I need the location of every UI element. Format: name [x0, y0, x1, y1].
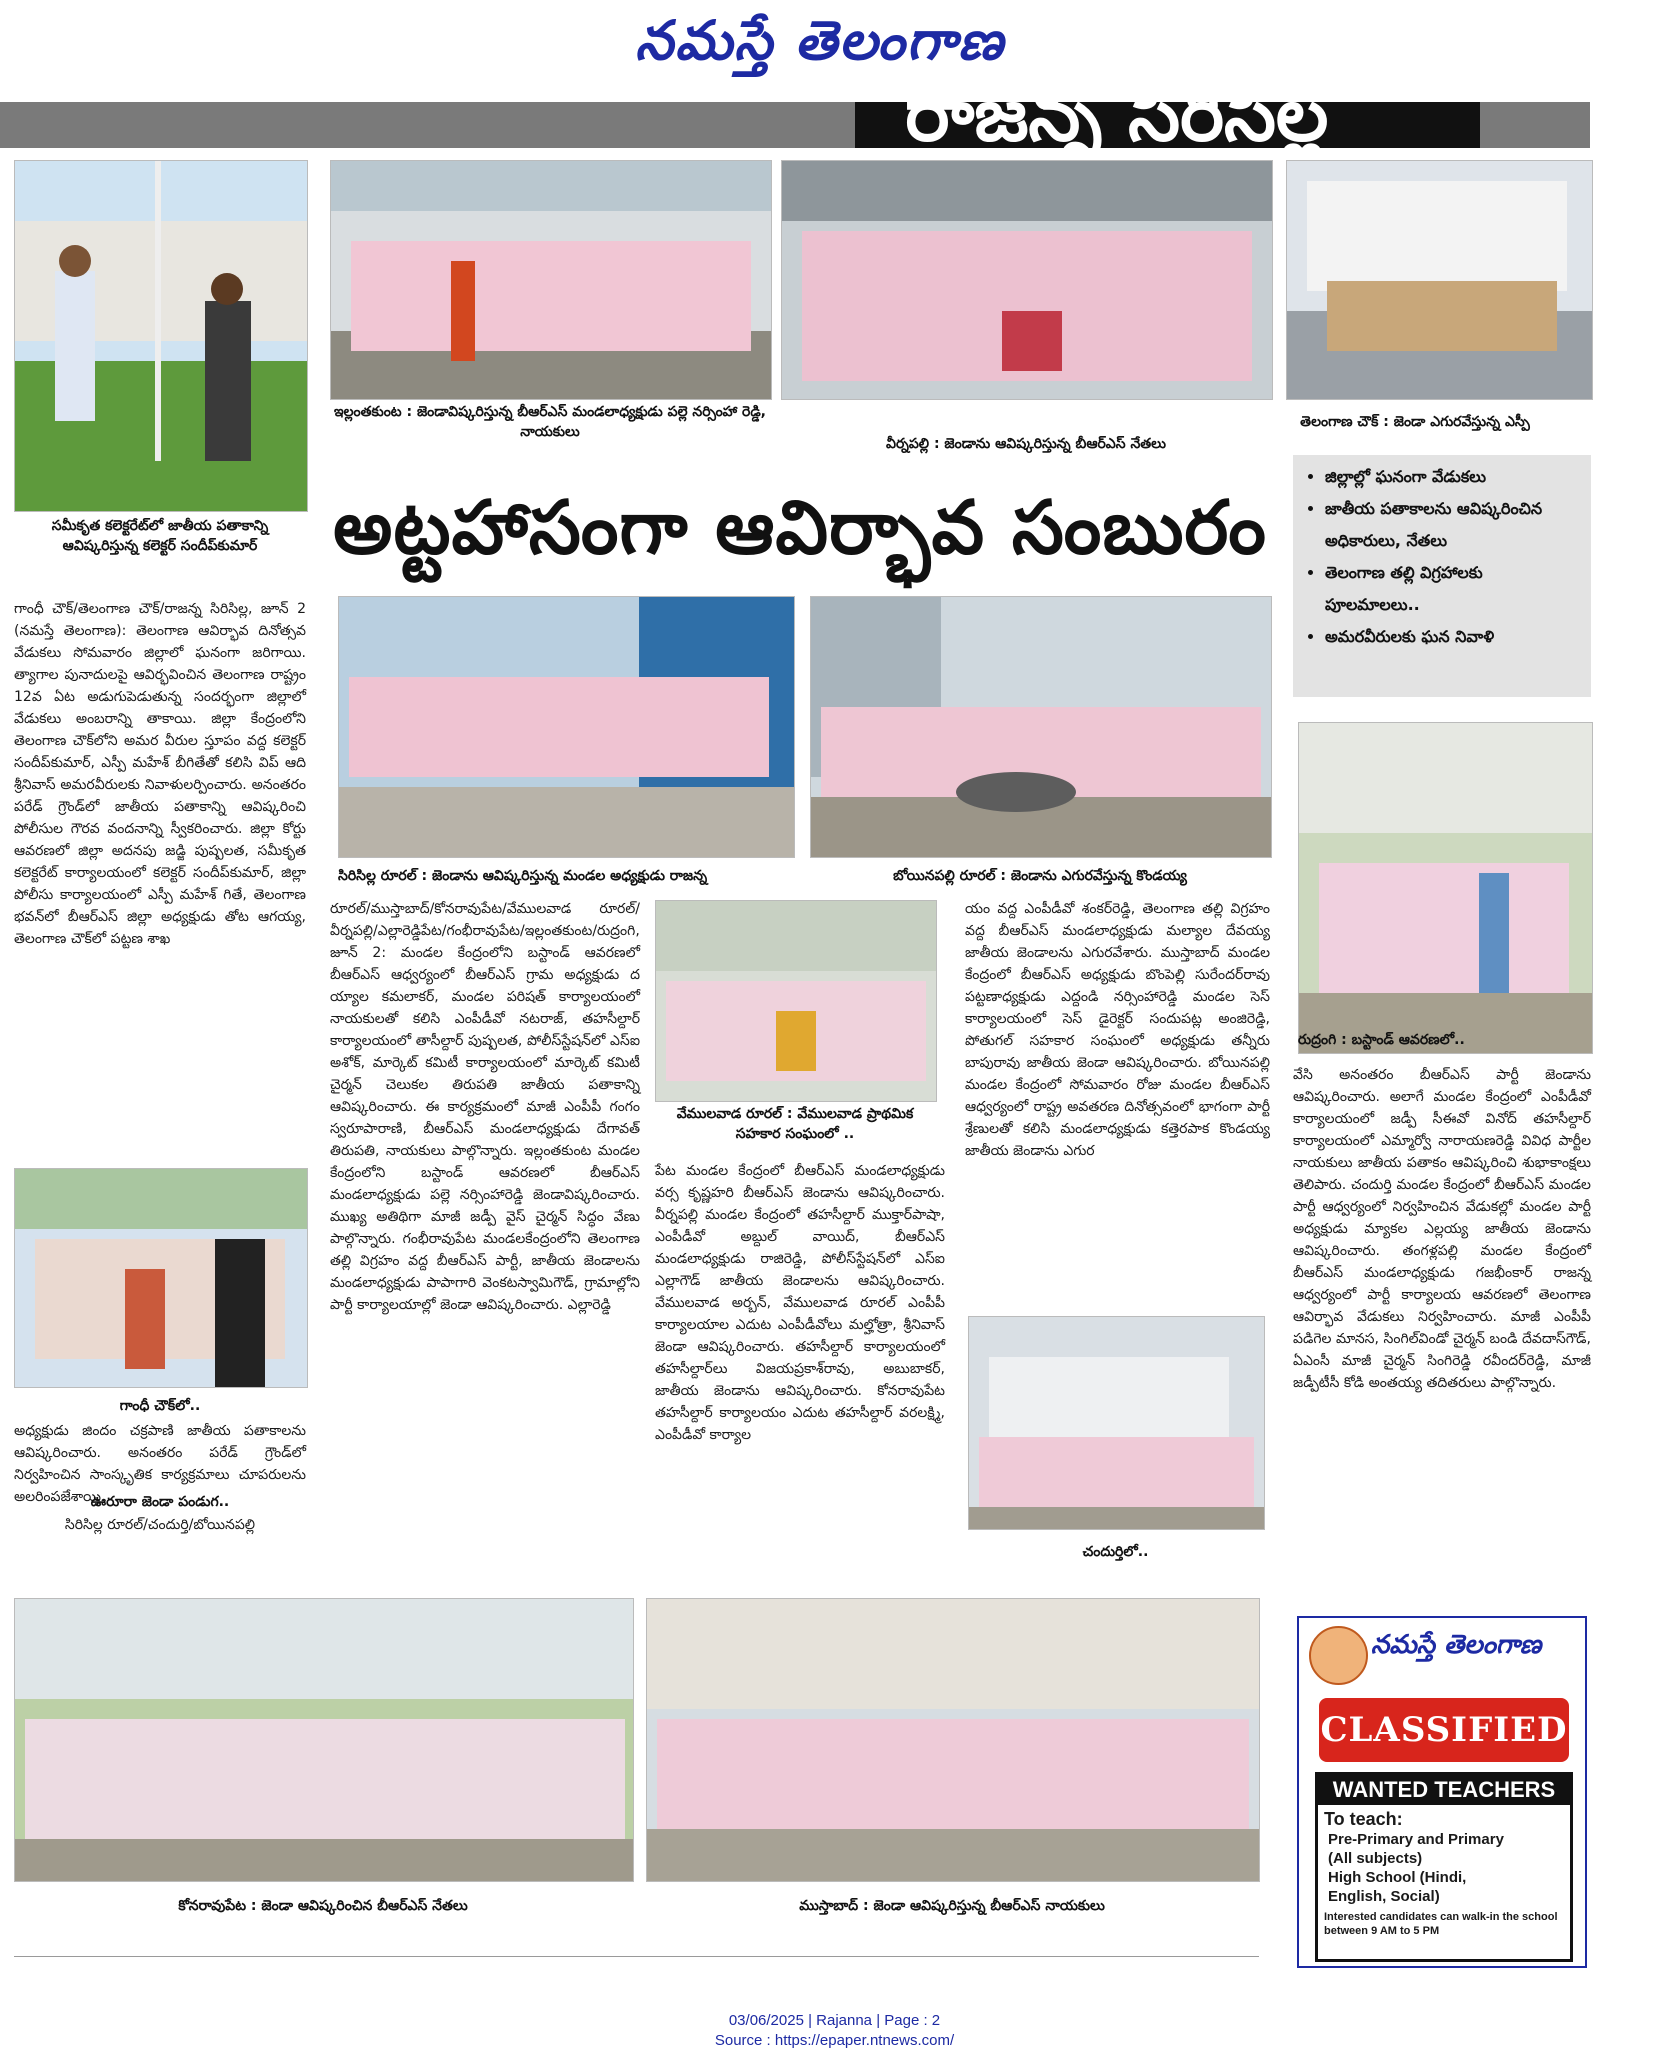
highlight-item: • జాతీయ పతాకాలను ఆవిష్కరించిన అధికారులు, నేతలు — [1325, 493, 1581, 557]
caption-vemulawada-rural: వేములవాడ రూరల్‌ : వేములవాడ ప్రాథమిక సహకార సంఘంలో .. — [676, 1106, 914, 1142]
article-col2: రూరల్‌/ముస్తాబాద్‌/కోనరావుపేట/వేములవాడ రూరల్‌/వీర్నపల్లి/ఎల్లారెడ్డిపేట/గంభీరావుపేట/ఇల్లంతకుంట/రుద్రంగి, జూన్‌ 2: మండల కేంద్రంలోని బస్టాండ్‌ ఆవరణలో బీఆర్‌ఎస్‌ ఆధ్వర్యంలో బీఆర్‌ఎస్‌ గ్రామ అధ్యక్షుడు ద య్యాల కమలాకర్‌, మండల పరిషత్‌ కార్యాలయంలో నాయకులతో కలిసి ఎంపీడీవో నటరాజ్‌, తహసీల్దార్‌ కార్యాలయంలో తాసీల్దార్‌ పుష్పలత, పోలీస్‌స్టేషన్‌లో ఎస్‌ఐ అశోక్‌, మార్కెట్‌ కమిటీ కార్యాలయంలో మార్కెట్‌ కమిటీ చైర్మన్‌ చెలుకల తిరుపతి జాతీయ పతాకాన్ని ఆవిష్కరించారు. ఈ కార్యక్రమంలో మాజీ ఎంపీపీ గంగం స్వరూపారాణి, బీఆర్‌ఎస్‌ మండలాధ్యక్షుడు దేగావత్‌ తిరుపతి, నాయకులు పాల్గొన్నారు. ఇల్లంతకుంట మండల కేంద్రంలోని బస్టాండ్‌ ఆవరణలో బీఆర్‌ఎస్‌ మండలాధ్యక్షుడు పల్లె నర్సింహారెడ్డి జెండావిష్కరించారు. ముఖ్య అతిథిగా మాజీ జడ్పీ వైస్‌ చైర్మన్‌ సిద్ధం వేణు పాల్గొన్నారు. గంభీరావుపేట మండలకేంద్రంలోని తెలంగాణ తల్లి విగ్రహం వద్ద బీఆర్‌ఎస్‌ పార్టీ, జాతీయ జెండాలను మండలాధ్యక్షుడు పాపాగారి వెంకటస్వామిగౌడ్‌, గ్రామాల్లోని పార్టీ కార్యాలయాల్లో జెండా ఆవిష్కరించారు. ఎల్లారెడ్డి — [330, 901, 640, 1313]
caption-chandurthi: చందుర్తిలో.. — [1082, 1544, 1149, 1560]
newspaper-masthead: నమస్తే తెలంగాణ — [635, 8, 1005, 72]
section-band-title — [855, 72, 1480, 158]
photo-mustabad — [646, 1598, 1260, 1882]
article-col1-bottom: అధ్యక్షుడు జిందం చక్రపాణి జాతీయ పతాకాలను ఆవిష్కరించారు. అనంతరం పరేడ్‌ గ్రౌండ్‌లో నిర్వహించిన సాంస్కృతిక కార్యక్రమాలు చూపరులను అలరింపజేశాయి. — [14, 1423, 306, 1505]
caption-collector: సమీకృత కలెక్టరేట్‌లో జాతీయ పతాకాన్ని ఆవిష్కరిస్తున్న కలెక్టర్‌ సందీప్‌కుమార్‌ — [51, 518, 269, 554]
photo-illanthakunta — [330, 160, 772, 400]
article-col1: గాంధీ చౌక్‌/తెలంగాణ చౌక్‌/రాజన్న సిరిసిల్ల, జూన్‌ 2 (నమస్తే తెలంగాణ): తెలంగాణ ఆవిర్భావ దినోత్సవ వేడుకలు సోమవారం జిల్లాలో ఘనంగా జరిగాయి. త్యాగాల పునాదులపై ఆవిర్భవించిన తెలంగాణ రాష్ట్రం 12వ ఏట అడుగుపెడుతున్న సందర్భంగా జిల్లాలో వేడుకలు అంబరాన్ని తాకాయి. జిల్లా కేంద్రంలోని తెలంగాణ చౌక్‌లోని అమర వీరుల స్తూపం వద్ద కలెక్టర్‌ సందీప్‌కుమార్‌, ఎస్పీ మహేశ్‌ బీగితేతో కలిసి విప్‌ ఆది శ్రీనివాస్‌ అమరవీరులకు నివాళులర్పించారు. అనంతరం పరేడ్‌ గ్రౌండ్‌లో జాతీయ పతాకాన్ని ఆవిష్కరించి పోలీసుల గౌరవ వందనాన్ని స్వీకరించారు. జిల్లా కోర్టు ఆవరణలో జిల్లా అదనపు జడ్జి పుష్పలత, సమీకృత కలెక్టరేట్‌ కార్యాలయంలో కలెక్టర్‌ సందీప్‌కుమార్‌, జిల్లా పోలీసు కార్యాలయంలో ఎస్పీ మహేశ్‌ గితే, తెలంగాణ భవన్‌లో బీఆర్‌ఎస్‌ జిల్లా అధ్యక్షుడు తోట ఆగయ్య, తెలంగాణ చౌక్‌లో పట్టణ శాఖ — [14, 601, 306, 947]
caption-telangana-chowk: తెలంగాణ చౌక్‌ : జెండా ఎగురవేస్తున్న ఎస్పీ — [1300, 414, 1530, 430]
caption-konaraopeta: కోనరావుపేట : జెండా ఆవిష్కరించిన బీఆర్‌ఎస్‌ నేతలు — [178, 1898, 468, 1914]
caption-gandhi-chowk: గాంధీ చౌక్‌లో.. — [119, 1398, 201, 1414]
classified-ad — [1297, 1616, 1587, 1968]
caption-mustabad: ముస్తాబాద్‌ : జెండా ఆవిష్కరిస్తున్న బీఆర్‌ఎస్‌ నాయకులు — [799, 1898, 1105, 1914]
photo-vemulawada-rural — [655, 900, 937, 1102]
ad-note: Interested candidates can walk-in the school between 9 AM to 5 PM — [1324, 1911, 1558, 1937]
ad-classified-banner: CLASSIFIED — [1319, 1698, 1569, 1762]
caption-illanthakunta: ఇల్లంతకుంట : జెండావిష్కరిస్తున్న బీఆర్‌ఎస్‌ మండలాధ్యక్షుడు పల్లె నర్సింహా రెడ్డి, నాయకులు — [333, 404, 766, 440]
ad-wanted-title: WANTED TEACHERS — [1318, 1775, 1570, 1805]
article-col3: పేట మండల కేంద్రంలో బీఆర్‌ఎస్‌ మండలాధ్యక్షుడు వర్స కృష్ణహరి బీఆర్‌ఎస్‌ జెండాను ఆవిష్కరించారు. వీర్నపల్లి మండల కేంద్రంలో తహసీల్దార్‌ ముక్తార్‌పాషా, ఎంపీడీవో అబ్దుల్‌ వాయిద్‌, బీఆర్‌ఎస్‌ మండలాధ్యక్షుడు రాజిరెడ్డి, పోలీస్‌స్టేషన్‌లో ఎస్‌ఐ ఎల్లాగౌడ్‌ జాతీయ జెండాలను ఆవిష్కరించారు. వేములవాడ అర్బన్‌, వేములవాడ రూరల్‌ ఎంపీపీ కార్యాలయాల ఎదుట ఎంపీడీవోలు మల్హోత్రా, శ్రీనివాస్‌ జెండా ఆవిష్కరించారు. తహసీల్దార్‌ కార్యాలయంలో తహసీల్దార్‌లు విజయప్రకాశ్‌రావు, అబుబాకర్‌, జాతీయ జెండాను ఆవిష్కరించారు. కోనరావుపేట తహసీల్దార్‌ కార్యాలయం ఎదుట తహసీల్దార్‌ వరలక్ష్మి, ఎంపీడీవో కార్యాల — [655, 1163, 945, 1443]
ad-item-primary: Pre-Primary and Primary — [1328, 1831, 1504, 1848]
highlight-item: • జిల్లాల్లో ఘనంగా వేడుకలు — [1325, 461, 1581, 493]
photo-rudrangi — [1298, 722, 1593, 1054]
photo-veerapalli — [781, 160, 1273, 400]
photo-boinpalli-rural — [810, 596, 1272, 858]
caption-rudrangi: రుద్రంగి : బస్టాండ్‌ ఆవరణలో.. — [1298, 1032, 1465, 1048]
photo-gandhi-chowk — [14, 1168, 308, 1388]
section-band-text: రాజన్న సిరిసిల్ల — [905, 72, 1329, 158]
highlight-item: • తెలంగాణ తల్లి విగ్రహాలకు పూలమాలలు.. — [1325, 557, 1581, 621]
school-logo-icon — [1309, 1626, 1368, 1685]
photo-konaraopeta — [14, 1598, 634, 1882]
ad-masthead: నమస్తే తెలంగాణ — [1371, 1630, 1542, 1660]
photo-collector — [14, 160, 308, 512]
highlight-item: • అమరవీరులకు ఘన నివాళి — [1325, 621, 1581, 653]
article-col5: వేసి అనంతరం బీఆర్‌ఎస్‌ పార్టీ జెండాను ఆవిష్కరించారు. అలాగే మండల కేంద్రంలో ఎంపీడీవో కార్యాలయంలో జడ్పీ సీఈవో వినోద్‌ తహసీల్దార్‌ కార్యాలయంలో ఎమ్మార్వో నారాయణరెడ్డి వివిధ పార్టీల నాయకులు జాతీయ పతాకం ఆవిష్కరించి శుభాకాంక్షలు తెలిపారు. చందుర్తి మండల కేంద్రంలో బీఆర్‌ఎస్‌ మండల పార్టీ ఆధ్వర్యంలో నిర్వహించిన వేడుకల్లో మండల పార్టీ అధ్యక్షుడు మ్యాకల ఎల్లయ్య జాతీయ జెండాను ఆవిష్కరించారు. తంగళ్లపల్లి మండల కేంద్రంలో బీఆర్‌ఎస్‌ మండలాధ్యక్షుడు గజభీంకార్‌ రాజన్న ఆధ్వర్యంలో పార్టీ కార్యాలయ ఆవరణలో తెలంగాణ ఆవిర్భావ వేడుకలు నిర్వహించారు. మాజీ ఎంపీపీ పడిగెల మానస, సింగిల్‌విండో చైర్మన్‌ బండి దేవదాస్‌గౌడ్‌, ఏఎంసీ మాజీ చైర్మన్‌ సింగిరెడ్డి రవీందర్‌రెడ్డి, మాజీ జడ్పీటీసీ కోడి అంతయ్య తదితరులు పాల్గొన్నారు. — [1293, 1067, 1591, 1391]
subhead-village-flag: ఊరూరా జెండా పండుగ.. — [90, 1494, 230, 1510]
caption-sircilla-rural: సిరిసిల్ల రూరల్‌ : జెండాను ఆవిష్కరిస్తున్న మండల అధ్యక్షుడు రాజన్న — [338, 868, 708, 884]
article-col4: యం వద్ద ఎంపీడీవో శంకర్‌రెడ్డి, తెలంగాణ తల్లి విగ్రహం వద్ద బీఆర్‌ఎస్‌ మండలాధ్యక్షుడు మల్యాల దేవయ్య జాతీయ జెండాలను ఎగురవేశారు. ముస్తాబాద్‌ మండల కేంద్రంలో బీఆర్‌ఎస్‌ అధ్యక్షుడు బొంపెల్లి సురేందర్‌రావు పట్టణాధ్యక్షుడు ఎద్దండి నర్సింహారెడ్డి మండల సెస్‌ కార్యాలయంలో సెస్‌ డైరెక్టర్‌ సందుపట్ల అంజిరెడ్డి, పోతుగల్‌ సహకార సంఘంలో అధ్యక్షుడు తన్నీరు బాపురావు జాతీయ జెండా ఆవిష్కరించారు. బోయినపల్లి మండల కేంద్రంలో సోమవారం రోజు మండల బీఆర్‌ఎస్‌ ఆధ్వర్యంలో రాష్ట్ర అవతరణ దినోత్సవంలో భాగంగా పార్టీ శ్రేణులతో కలిసి మండలాధ్యక్షుడు కత్తెరపాక కొండయ్య జాతీయ జెండాను ఎగుర — [965, 901, 1270, 1159]
ad-to-teach: To teach: — [1324, 1809, 1403, 1829]
caption-veerapalli: వీర్నపల్లి : జెండాను ఆవిష్కరిస్తున్న బీఆర్‌ఎస్‌ నేతలు — [886, 436, 1166, 452]
photo-chandurthi — [968, 1316, 1265, 1530]
headline: అట్టహాసంగా ఆవిర్భావ సంబురం — [333, 485, 1267, 571]
photo-sircilla-rural — [338, 596, 795, 858]
photo-telangana-chowk — [1286, 160, 1593, 400]
footer-source-link[interactable]: Source : https://epaper.ntnews.com/ — [714, 2032, 955, 2049]
ad-item-primary-sub: (All subjects) — [1328, 1850, 1423, 1867]
highlights-box — [1293, 455, 1591, 697]
bottom-rule — [14, 1956, 1259, 1957]
ad-wanted-box — [1315, 1772, 1573, 1962]
caption-boinpalli-rural: బోయినపల్లి రూరల్‌ : జెండాను ఎగురవేస్తున్న కొండయ్య — [893, 868, 1187, 884]
ad-item-highschool: High School (Hindi, — [1328, 1869, 1467, 1886]
footer-dateline: 03/06/2025 | Rajanna | Page : 2 — [728, 2012, 941, 2029]
subhead-dateline: సిరిసిల్ల రూరల్‌/చందుర్తి/బోయినపల్లి — [64, 1517, 256, 1533]
page-footer — [0, 2011, 1669, 2051]
ad-item-highschool-sub: English, Social) — [1328, 1888, 1440, 1905]
